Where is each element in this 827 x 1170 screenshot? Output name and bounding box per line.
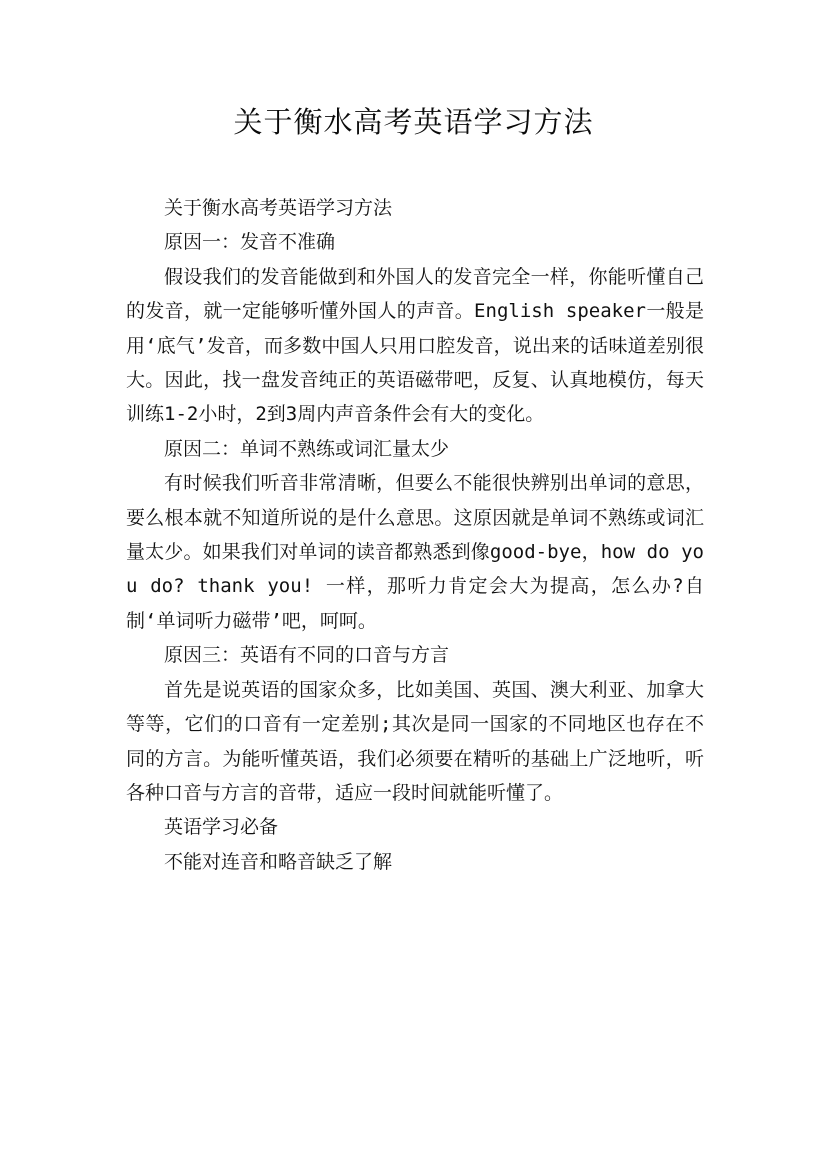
paragraph-reason-2: 有时候我们听音非常清晰，但要么不能很快辨别出单词的意思，要么根本就不知道所说的是什么意思。这原因就是单词不熟练或词汇量太少。如果我们对单词的读音都熟悉到像good-bye，how do you do? thank you! 一样，那听力肯定会大为提高，怎么办?自制‘单词听力磁带’吧，呵呵。 (126, 472, 704, 632)
document-title: 关于衡水高考英语学习方法 (233, 105, 594, 139)
paragraph-reason-3: 首先是说英语的国家众多，比如美国、英国、澳大利亚、加拿大等等，它们的口音有一定差别;其次是同一国家的不同地区也存在不同的方言。为能听懂英语，我们必须要在精听的基础上广泛地听，听各种口音与方言的音带，适应一段时间就能听懂了。 (126, 678, 704, 804)
paragraph-reason-1: 假设我们的发音能做到和外国人的发音完全一样，你能听懂自己的发音，就一定能够听懂外国人的声音。English speaker一般是用‘底气’发音，而多数中国人只用口腔发音，说出来的话味道差别很大。因此，找一盘发音纯正的英语磁带吧，反复、认真地模仿，每天训练1-2小时，2到3周内声音条件会有大的变化。 (126, 265, 704, 426)
paragraph-heading: 关于衡水高考英语学习方法 (164, 197, 393, 219)
section-heading-essentials: 英语学习必备 (164, 816, 279, 839)
section-heading-reason-3: 原因三：英语有不同的口音与方言 (164, 644, 450, 667)
paragraph-linking-sounds: 不能对连音和略音缺乏了解 (164, 850, 393, 873)
section-heading-reason-1: 原因一：发音不准确 (164, 231, 336, 254)
section-heading-reason-2: 原因二：单词不熟练或词汇量太少 (164, 437, 450, 460)
document-body (126, 191, 704, 879)
